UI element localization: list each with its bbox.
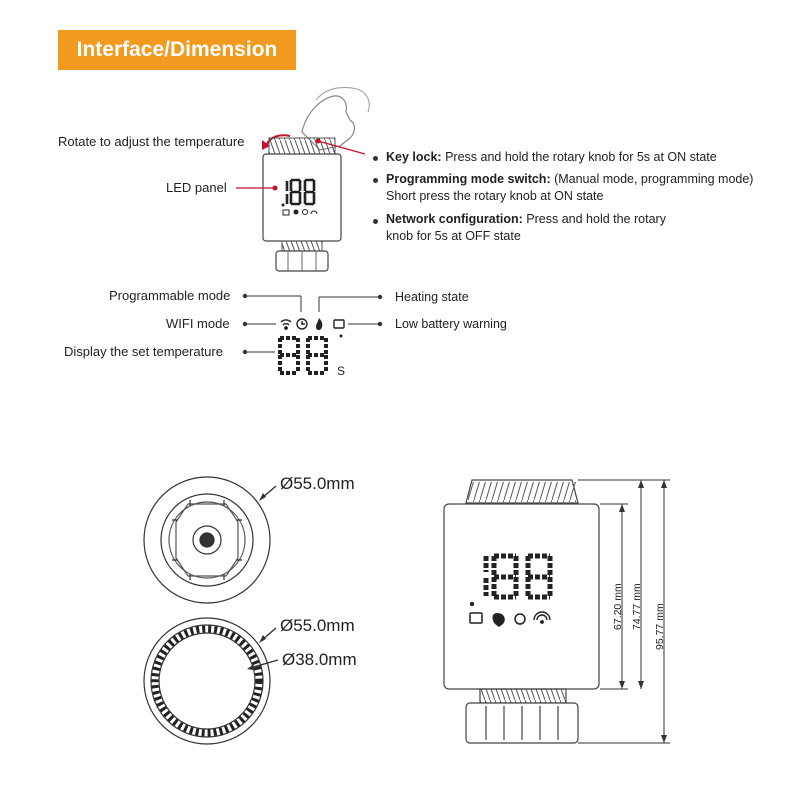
feature-text-2: Short press the rotary knob at ON state — [386, 189, 604, 203]
bullet-dot — [373, 156, 378, 161]
with-knob-height-label: 74.77 mm — [631, 583, 643, 630]
thermostat-small — [262, 88, 369, 272]
battery-icon — [334, 320, 344, 328]
page-title: Interface/Dimension — [76, 38, 278, 61]
bottom-view — [144, 618, 270, 744]
flame-icon — [316, 318, 322, 330]
side-view — [444, 480, 599, 743]
wifi-icon — [281, 320, 291, 329]
clock-icon — [297, 319, 307, 329]
feature-network-config — [386, 211, 776, 245]
led-panel-label: LED panel — [166, 180, 227, 195]
bullet-dot — [373, 219, 378, 224]
feature-text: Press and hold the rotary knob for 5s at ON state — [441, 150, 717, 164]
heating-state-label: Heating state — [395, 290, 469, 304]
rotate-label: Rotate to adjust the temperature — [58, 134, 245, 149]
programmable-mode-label: Programmable mode — [109, 288, 231, 303]
wifi-mode-label: WIFI mode — [166, 316, 230, 331]
set-temperature-label: Display the set temperature — [64, 344, 223, 359]
feature-text-2: knob for 5s at OFF state — [386, 229, 521, 243]
top-view — [144, 477, 270, 603]
total-height-label: 95.77 mm — [654, 603, 666, 650]
feature-text: (Manual mode, programming mode) — [550, 172, 754, 186]
feature-programming-mode — [386, 171, 776, 205]
bullet-dot — [373, 178, 378, 183]
bottom-inner-diameter-label: Ø38.0mm — [282, 650, 357, 669]
feature-key: Key lock: — [386, 150, 442, 164]
legend-digits — [280, 338, 326, 373]
feature-key-lock — [386, 149, 776, 166]
display-legend — [245, 296, 380, 352]
top-diameter-label: Ø55.0mm — [280, 474, 355, 493]
bottom-outer-diameter-label: Ø55.0mm — [280, 616, 355, 635]
feature-text: Press and hold the rotary — [522, 212, 666, 226]
unit-glyph: S — [337, 364, 346, 378]
low-battery-label: Low battery warning — [395, 317, 507, 331]
body-height-label: 67.20 mm — [612, 583, 624, 630]
feature-key: Programming mode switch: — [386, 172, 551, 186]
feature-key: Network configuration: — [386, 212, 523, 226]
